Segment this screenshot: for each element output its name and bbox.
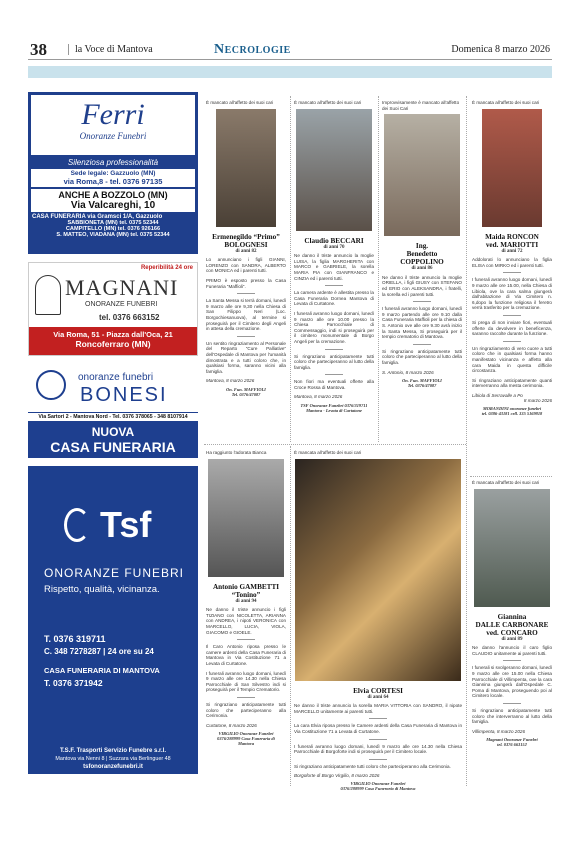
obituary-gambetti: Ha raggiunto l'adorata Bianca Antonio GAMBETTI “Tonino” di anni 94 Ne danno il triste annuncio i figli TIZIANO con NICOLETTA, ARIANNA con ANDREA, i nipoti VERONICA con MARCELLO, LUCIA, VIOLA, GIACOMO e GIOELE. Il Caro Antonio riposa presso le camere ardenti della Casa Funeraria di Mantova in Via Costituzione 71 a Levata di Curtatone. I funerali avranno luogo domani, lunedì 9 marzo alle ore 14.30 nella Chiesa Parrocchiale di San Silvestro indi si proseguirà per il Tempio Crematorio. Si ringraziano anticipatamente tutti coloro che parteciperanno alla Cerimonia. Curtatone, 8 marzo 2026 VIRGILIO Onoranze Funebri 0376/288999 Casa Funeraria di Mantova bbox=[206, 450, 286, 747]
tsf-cell: C. 348 7278287 | 24 ore su 24 bbox=[44, 647, 154, 656]
ferri-name: Ferri bbox=[81, 98, 145, 131]
deceased-age: di anni 72 bbox=[501, 248, 523, 254]
ad-magnani[interactable] bbox=[28, 262, 198, 356]
magnani-tel: tel. 0376 663152 bbox=[99, 313, 160, 322]
tsf-web: tsfonoranzefunebri.it bbox=[83, 764, 143, 770]
ferri-hq: Sede legale: Gazzuolo (MN) bbox=[70, 170, 156, 177]
deceased-married-name: ved. CONCARO bbox=[486, 628, 538, 637]
divider bbox=[378, 96, 379, 442]
obituary-coppolino: Improvvisamente è mancato all'affetto dei Suoi Cari Ing. Benedetto COPPOLINO di anni 86 Ne danno il triste annuncio la moglie ORIELLA, i figli GIUSY con STEFANO ed ERIO con ALEKSANDRA, i fratelli, la sorella ed i parenti tutti. I funerali avranno luogo domani, lunedì 9 marzo partendo alle ore 9.10 dalla Casa Funeraria Maffioli per la chiesa di S. Antonio ove alle ore 9.30 avrà inizio la Santa Messa, Si proseguirà per il tempio crematorio di Mantova. Si ringraziano anticipatamente tutti coloro che parteciperanno al lutto della famiglia. S. Antonio, 8 marzo 2026 On. Fun. MAFFIOLI Tel. 0376/47087 bbox=[382, 100, 462, 389]
deceased-name: Benedetto bbox=[406, 250, 438, 259]
header-band bbox=[28, 66, 552, 78]
page-header bbox=[28, 38, 552, 60]
tsf-company: T.S.F. Trasporti Servizio Funebre s.r.l. bbox=[59, 748, 167, 754]
magnani-town: Roncoferraro (MN) bbox=[75, 339, 151, 349]
ad-ferri[interactable] bbox=[28, 92, 198, 254]
divider bbox=[466, 96, 467, 786]
obituary-dalle-carbonare: È mancata all'affetto dei suoi cari Giannina DALLE CARBONARE ved. CONCARO di anni 89 Ne danno l'annuncio il caro figlio CLAUDIO unitamente ai parenti tutti. I funerali si svolgeranno domani, lunedì 9 marzo alle ore 15.00 nella Chiesa Parrocchiale di Villimpenta, ove la cara Giannina giungerà dall'Ospedale C. Poma di Mantova, proseguendo poi al Cimitero locale. Si ringraziano anticipatamente tutti coloro che interverranno al lutto della famiglia. Villimpenta, 8 marzo 2026 Magnani Onoranze Funebri tel. 0376 663152 bbox=[472, 480, 552, 748]
bonesi-l1: NUOVA bbox=[91, 425, 135, 439]
ferri-l1: SABBIONETA (MN) tel. 0375 52344 bbox=[67, 220, 159, 226]
bonesi-addr: Via Sartori 2 - Mantova Nord - Tel. 0376 378065 - 348 8107914 bbox=[28, 413, 198, 421]
section-title: Necrologie bbox=[214, 42, 291, 57]
bonesi-l2: CASA FUNERARIA bbox=[50, 439, 176, 455]
deceased-name: Maida RONCON bbox=[485, 232, 539, 241]
obituary-bolognesi: È mancato all'affetto dei suoi cari Ermenegildo “Primo” BOLOGNESI di anni 82 Lo annunciano i figli GIANNI, LORENZO con SANDRA, ALBERTO con MONICA ed i parenti tutti. PRIMO è esposto presso la Casa Funeraria “Maffioli”. La Santa Messa si terrà domani, lunedì 9 marzo alle ore 9,30 nella Chiesa di San Filippo Neri (Loc. Borgochiesanuova), al termine si proseguirà per il Cimitero degli Angeli in attesa della cremazione. Un sentito ringraziamento al Personale del Reparto “Cure Palliative” dell'Ospedale di Mantova per l'umanità dimostrata e a tutti coloro che, in qualsiasi forma, saranno vicini alla famiglia. Mantova, 8 marzo 2026 On. Fun. MAFFIOLI Tel. 0376/47087 bbox=[206, 100, 286, 397]
tsf-motto: Rispetto, qualità, vicinanza. bbox=[44, 584, 160, 595]
portrait-photo bbox=[482, 109, 542, 227]
deceased-age: di anni 82 bbox=[235, 248, 257, 254]
deceased-age: di anni 70 bbox=[323, 244, 345, 250]
obituary-cortesi: È mancata all'affetto dei suoi cari Elvia CORTESI di anni 64 Ne danno il triste annuncio la sorella MARIA VITTORIA con SANDRO, il nipote MARCELLO unitamente ai parenti tutti. La cara Elvia riposa presso le Camere ardenti della Casa Funeraria di Mantova in Via Costituzione 71 a Levata di Curtatone. I funerali avranno luogo domani, lunedì 9 marzo alle ore 14.30 nella Chiesa Parrocchiale di Borgoforte indi si proseguirà per il Cimitero locale. Si ringraziano anticipatamente tutti coloro che parteciperanno alla Cerimonia. Borgoforte di Borgo Virgilio, 8 marzo 2026 VIRGILIO Onoranze Funebri 0376/288999 Casa Funeraria di Mantova bbox=[294, 450, 462, 791]
issue-date: Domenica 8 marzo 2026 bbox=[451, 44, 550, 55]
ferri-also-addr: Via Valcareghi, 10 bbox=[70, 200, 156, 211]
bonesi-logo-icon bbox=[36, 370, 66, 400]
ferri-l2: CAMPITELLO (MN) tel. 0376 926166 bbox=[65, 226, 161, 232]
deceased-surname: COPPOLINO bbox=[400, 258, 444, 267]
deceased-nickname: “Tonino” bbox=[231, 590, 261, 599]
magnani-name: MAGNANI bbox=[65, 275, 179, 300]
deceased-name: Elvia CORTESI bbox=[353, 686, 403, 695]
ferri-also: ANCHE A BOZZOLO (MN) bbox=[58, 190, 168, 200]
portrait-photo bbox=[384, 114, 460, 236]
portrait-photo bbox=[216, 109, 276, 227]
ferri-l3: S. MATTEO, VIADANA (MN) tel. 0375 52344 bbox=[56, 232, 170, 238]
deceased-age: di anni 89 bbox=[501, 636, 523, 642]
ad-tsf[interactable] bbox=[28, 466, 198, 774]
bonesi-name: BONESI bbox=[80, 384, 168, 406]
deceased-age: di anni 94 bbox=[235, 598, 257, 604]
publication-name: la Voce di Mantova bbox=[68, 44, 153, 55]
ad-bonesi[interactable] bbox=[28, 364, 198, 458]
ferri-sub: Onoranze Funebri bbox=[79, 131, 147, 141]
tsf-logo-icon bbox=[64, 508, 90, 542]
portrait-photo bbox=[474, 489, 550, 607]
portrait-photo bbox=[295, 459, 461, 681]
deceased-name: Ermenegildo “Primo” bbox=[212, 232, 280, 241]
obituary-beccari: È mancato all'affetto dei suoi cari Claudio BECCARI di anni 70 Ne danno il triste annuncio la moglie LUISA, la figlia MARGHERITA con MARCO e GABRIELE, la sorella MARIA PIA con GIANFRANCO e CINZIA ed i parenti tutti. La camera ardente è allestita presso la Casa Funeraria Dornea Mantova di Levata di Curtatone. I funerali avranno luogo domani, lunedì 9 marzo alle ore 10.00 presso la Chiesa Parrocchiale di Commessaggio, indi si proseguirà per il cimitero monumentale di Borgo Angeli per la cremazione. Si ringraziano anticipatamente tutti coloro che parteciperanno al lutto della famiglia. Non fiori ma eventuali offerte alla Croce Rossa di Mantova. Mantova, 8 marzo 2026 TSF Onoranze Funebri 0376/319711 Mantova - Levata di Curtatone bbox=[294, 100, 374, 414]
magnani-addr: Via Roma, 51 - Piazza dall'Oca, 21 bbox=[53, 330, 173, 339]
divider bbox=[290, 446, 291, 786]
deceased-first-name: Giannina bbox=[497, 612, 527, 621]
tsf-home1: CASA FUNERARIA DI MANTOVA bbox=[44, 666, 160, 675]
divider bbox=[204, 444, 466, 445]
obituary-roncon: È mancata all'affetto dei suoi cari Maida RONCON ved. MARIOTTI di anni 72 Addolorati lo annunciano la figlia ELISA con MIRKO ed i parenti tutti. I funerali avranno luogo domani, lunedì 9 marzo alle ore 15.00, nella Chiesa di Libiola, ove la cara salma giungerà dall'abitazione di Via Cimitero n. 6,dopo la funzione religiosa il feretro verrà trasferito per la cremazione. Si prega di non inviare fiori, eventuali offerte da devolvere in beneficenza, saranno raccolte durante la funzione. Un ringraziamento di vero cuore a tutti coloro che in qualsiasi forma hanno manifestato vicinanza e affetto alla cara Maida in questa difficile circostanza. Si ringraziano anticipatamente quanti interverranno alla mesta cerimonia. Libiola di Serravalle a Po 8 marzo 2026 MORANDINI onoranze funebri tel. 0386-43181 cell. 335 5169818 bbox=[472, 100, 552, 417]
ferri-home: CASA FUNERARIA via Gramsci 1/A, Gazzuolo bbox=[32, 214, 163, 220]
deceased-married-name: ved. MARIOTTI bbox=[485, 240, 539, 249]
bonesi-pre: onoranze funebri bbox=[78, 372, 154, 383]
ferri-addr: via Roma,8 - tel. 0376 97135 bbox=[63, 177, 163, 186]
portrait-photo bbox=[208, 459, 284, 577]
ferri-motto: Silenziosa professionalità bbox=[67, 158, 159, 167]
divider bbox=[290, 96, 291, 442]
deceased-age: di anni 86 bbox=[411, 266, 433, 272]
divider bbox=[470, 476, 552, 477]
tsf-addr: Mantova via Nenni 8 | Suzzara via Berlinguer 48 bbox=[55, 756, 171, 762]
magnani-avail: Reperibilità 24 ore bbox=[140, 265, 193, 271]
magnani-sub: ONORANZE FUNEBRI bbox=[85, 301, 158, 308]
tsf-name: ONORANZE FUNEBRI bbox=[44, 566, 185, 580]
deceased-age: di anni 64 bbox=[367, 694, 389, 700]
tsf-logo: Tsf bbox=[100, 504, 152, 545]
deceased-surname: BOLOGNESI bbox=[224, 240, 268, 249]
deceased-name: Antonio GAMBETTI bbox=[212, 582, 280, 591]
deceased-surname: DALLE CARBONARE bbox=[475, 620, 549, 629]
tsf-home2: T. 0376 371942 bbox=[44, 678, 103, 688]
tsf-phone: T. 0376 319711 bbox=[44, 634, 106, 644]
deceased-name: Claudio BECCARI bbox=[304, 236, 364, 245]
magnani-logo-icon bbox=[35, 275, 61, 315]
portrait-photo bbox=[296, 109, 372, 231]
page-number: 38 bbox=[30, 40, 47, 59]
